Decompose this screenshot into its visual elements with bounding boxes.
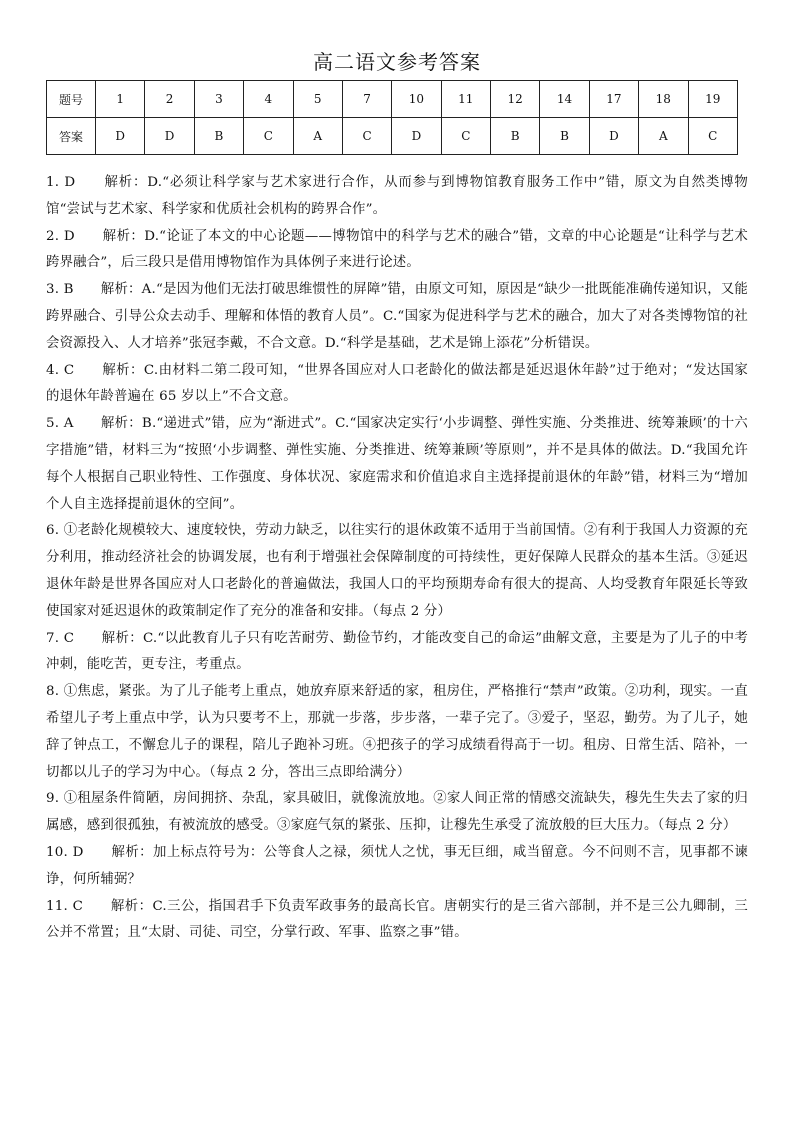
question-number: 18 — [639, 81, 688, 118]
explanation-item-11: 11. C 解析：C.三公，指国君手下负责军政事务的最高长官。唐朝实行的是三省六部制，并不是三公九卿制，三公并不常置；且“太尉、司徒、司空，分掌行政、军事、监察之事”错。 — [46, 898, 748, 941]
question-number: 3 — [194, 81, 243, 118]
answer-cell: B — [491, 118, 540, 155]
explanation-item-9: 9. ①租屋条件简陋，房间拥挤、杂乱，家具破旧，就像流放地。②家人间正常的情感交流缺失，穆先生失去了家的归属感，感到很孤独，有被流放的感受。③家庭气氛的紧张、压抑，让穆先生承受了流放般的巨大压力。（每点 2 分） — [46, 791, 748, 834]
explanation-item-8: 8. ①焦虑，紧张。为了儿子能考上重点，她放弃原来舒适的家，租房住，严格推行“禁声”政策。②功利，现实。一直希望儿子考上重点中学，认为只要考不上，那就一步落，步步落，一辈子完了。③爱子，坚忍，勤劳。为了儿子，她辞了钟点工，不懈怠儿子的课程，陪儿子跑补习班。④把孩子的学习成绩看得高于一切。租房、日常生活、陪补，一切都以儿子的学习为中心。（每点 2 分，答出三点即给满分） — [46, 684, 748, 780]
question-number: 11 — [441, 81, 490, 118]
question-number: 17 — [589, 81, 638, 118]
question-number: 1 — [96, 81, 145, 118]
answer-cell: C — [244, 118, 293, 155]
row-label-answer: 答案 — [47, 118, 96, 155]
answer-cell: C — [688, 118, 738, 155]
answer-cell: A — [293, 118, 342, 155]
answer-table — [46, 80, 738, 155]
explanation-item-5: 5. A 解析：B.“递进式”错，应为“渐进式”。C.“国家决定实行‘小步调整、弹性实施、分类推进、统筹兼顾’的十六字措施”错，材料三为“按照‘小步调整、弹性实施、分类推进、统筹兼顾’等原则”，并不是具体的做法。D.“我国允许每个人根据自己职业特性、工作强度、身体状况、家庭需求和价值追求自主选择提前退休的年龄”错，材料三为“增加个人自主选择提前退休的空间”。 — [46, 416, 748, 512]
answer-cell: D — [145, 118, 194, 155]
explanation-item-7: 7. C 解析：C.“以此教育儿子只有吃苦耐劳、勤俭节约，才能改变自己的命运”曲解文意，主要是为了儿子的中考冲刺，能吃苦，更专注，考重点。 — [46, 630, 748, 673]
question-number: 12 — [491, 81, 540, 118]
explanation-item-10: 10. D 解析：加上标点符号为：公等食人之禄，须忧人之忧，事无巨细，咸当留意。今不问则不言，见事都不谏诤，何所辅弼？ — [46, 844, 748, 887]
answer-cell: D — [96, 118, 145, 155]
answer-cell: B — [540, 118, 589, 155]
explanation-item-2: 2. D 解析：D.“论证了本文的中心论题——博物馆中的科学与艺术的融合”错，文章的中心论题是“让科学与艺术跨界融合”，后三段只是借用博物馆作为具体例子来进行论述。 — [46, 228, 748, 271]
explanation-item-6: 6. ①老龄化规模较大、速度较快，劳动力缺乏，以往实行的退休政策不适用于当前国情。②有利于我国人力资源的充分利用，推动经济社会的协调发展，也有利于增强社会保障制度的可持续性，更好保障人民群众的基本生活。③延迟退休年龄是世界各国应对人口老龄化的普遍做法，我国人口的平均预期寿命有很大的提高、人均受教育年限延长等致使国家对延迟退休的政策制定作了充分的准备和安排。（每点 2 分） — [46, 523, 748, 619]
answer-row — [47, 118, 738, 155]
row-label-number: 题号 — [47, 81, 96, 118]
question-number: 4 — [244, 81, 293, 118]
explanation-item-3: 3. B 解析：A.“是因为他们无法打破思维惯性的屏障”错，由原文可知，原因是“缺少一批既能准确传递知识，又能跨界融合、引导公众去动手、理解和体悟的教育人员”。C.“国家为促进科学与艺术的融合，加大了对各类博物馆的社会资源投入、人才培养”张冠李戴，不合文意。D.“科学是基础，艺术是锦上添花”分析错误。 — [46, 282, 748, 351]
answer-cell: C — [342, 118, 391, 155]
question-number-row — [47, 81, 738, 118]
question-number: 2 — [145, 81, 194, 118]
page-title: 高二语文参考答案 — [313, 50, 481, 74]
question-number: 7 — [342, 81, 391, 118]
question-number: 19 — [688, 81, 738, 118]
explanation-item-4: 4. C 解析：C.由材料二第二段可知，“世界各国应对人口老龄化的做法都是延迟退休年龄”过于绝对；“发达国家的退休年龄普遍在 65 岁以上”不合文意。 — [46, 362, 748, 405]
question-number: 5 — [293, 81, 342, 118]
answer-cell: B — [194, 118, 243, 155]
answer-explanations — [46, 170, 748, 947]
explanation-item-1: 1. D 解析：D.“必须让科学家与艺术家进行合作，从而参与到博物馆教育服务工作中”错，原文为自然类博物馆“尝试与艺术家、科学家和优质社会机构的跨界合作”。 — [46, 175, 748, 217]
answer-cell: A — [639, 118, 688, 155]
question-number: 10 — [392, 81, 441, 118]
question-number: 14 — [540, 81, 589, 118]
answer-cell: C — [441, 118, 490, 155]
answer-cell: D — [589, 118, 638, 155]
answer-cell: D — [392, 118, 441, 155]
